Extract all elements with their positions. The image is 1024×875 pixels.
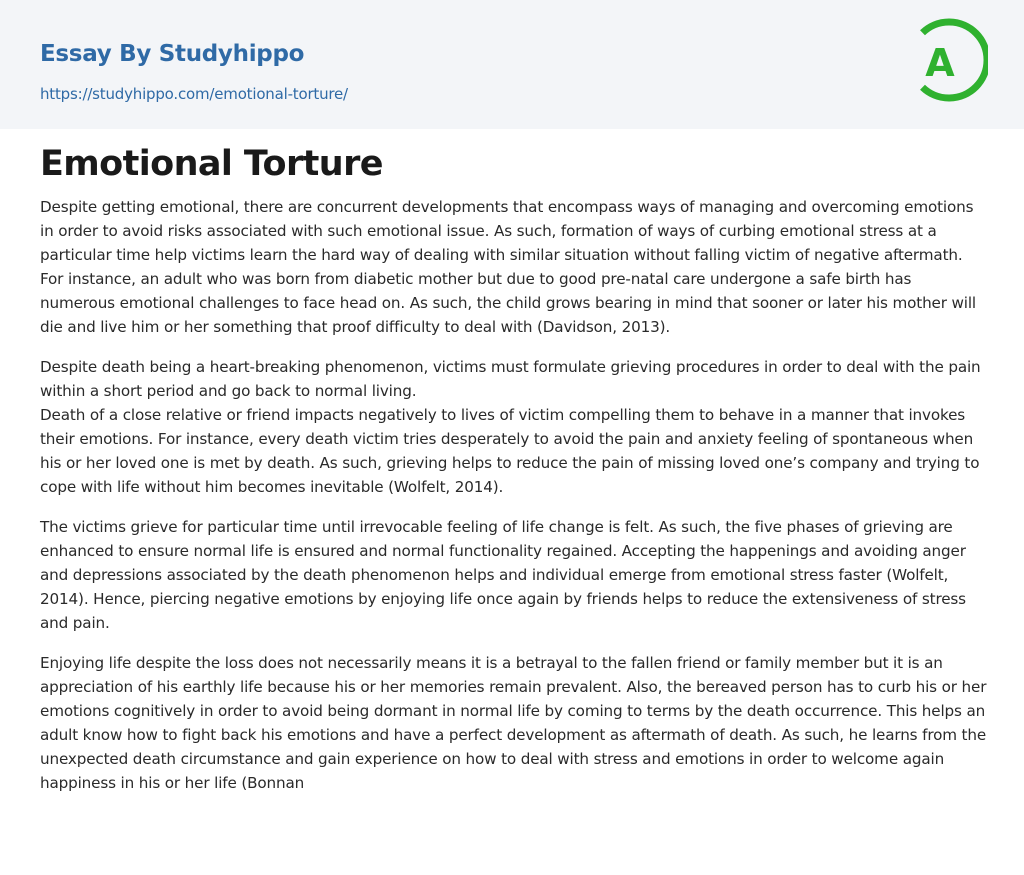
paragraph-text: Despite death being a heart-breaking phenomenon, victims must formulate grieving procedures in order to deal with the pain within a short period and go back to normal living. bbox=[40, 358, 981, 400]
source-url-link[interactable]: https://studyhippo.com/emotional-torture/ bbox=[40, 85, 348, 103]
paragraph bbox=[40, 651, 988, 795]
paragraph bbox=[40, 355, 988, 499]
studyhippo-logo-icon bbox=[910, 18, 988, 106]
essay-title: Emotional Torture bbox=[40, 144, 383, 184]
logo-letter: A bbox=[925, 41, 955, 85]
paragraph bbox=[40, 515, 988, 635]
paragraph-text: Death of a close relative or friend impacts negatively to lives of victim compelling them to behave in a manner that invokes their emotions. For instance, every death victim tries desperately to avoid the pain and anxiety feeling of spontaneous when his or her loved one is met by death. As such, grieving helps to reduce the pain of missing loved one’s company and trying to cope with life without him becomes inevitable (Wolfelt, 2014). bbox=[40, 406, 980, 496]
paragraph bbox=[40, 195, 988, 339]
paragraph-text: Enjoying life despite the loss does not necessarily means it is a betrayal to the fallen friend or family member but it is an appreciation of his earthly life because his or her memories remain prevalent. Also, the bereaved person has to curb his or her emotions cognitively in order to avoid being dormant in normal life by coming to terms by the death occurrence. This helps an adult know how to fight back his emotions and have a perfect development as aftermath of death. As such, he learns from the unexpected death circumstance and gain experience on how to deal with stress and emotions in order to welcome again happiness in his or her life (Bonnan bbox=[40, 654, 987, 792]
essay-body bbox=[40, 195, 988, 811]
brand-title: Essay By Studyhippo bbox=[40, 41, 305, 67]
paragraph-text: Despite getting emotional, there are concurrent developments that encompass ways of managing and overcoming emotions in order to avoid risks associated with such emotional issue. As such, formation of ways of curbing emotional stress at a particular time help victims learn the hard way of dealing with similar situation without falling victim of negative aftermath. For instance, an adult who was born from diabetic mother but due to good pre-natal care undergone a safe birth has numerous emotional challenges to face head on. As such, the child grows bearing in mind that sooner or later his mother will die and live him or her something that proof difficulty to deal with (Davidson, 2013). bbox=[40, 198, 977, 336]
paragraph-text: The victims grieve for particular time until irrevocable feeling of life change is felt. As such, the five phases of grieving are enhanced to ensure normal life is ensured and normal functionality regained. Accepting the happenings and avoiding anger and depressions associated by the death phenomenon helps and individual emerge from emotional stress faster (Wolfelt, 2014). Hence, piercing negative emotions by enjoying life once again by friends helps to reduce the extensiveness of stress and pain. bbox=[40, 518, 966, 632]
page-header bbox=[0, 0, 1024, 129]
